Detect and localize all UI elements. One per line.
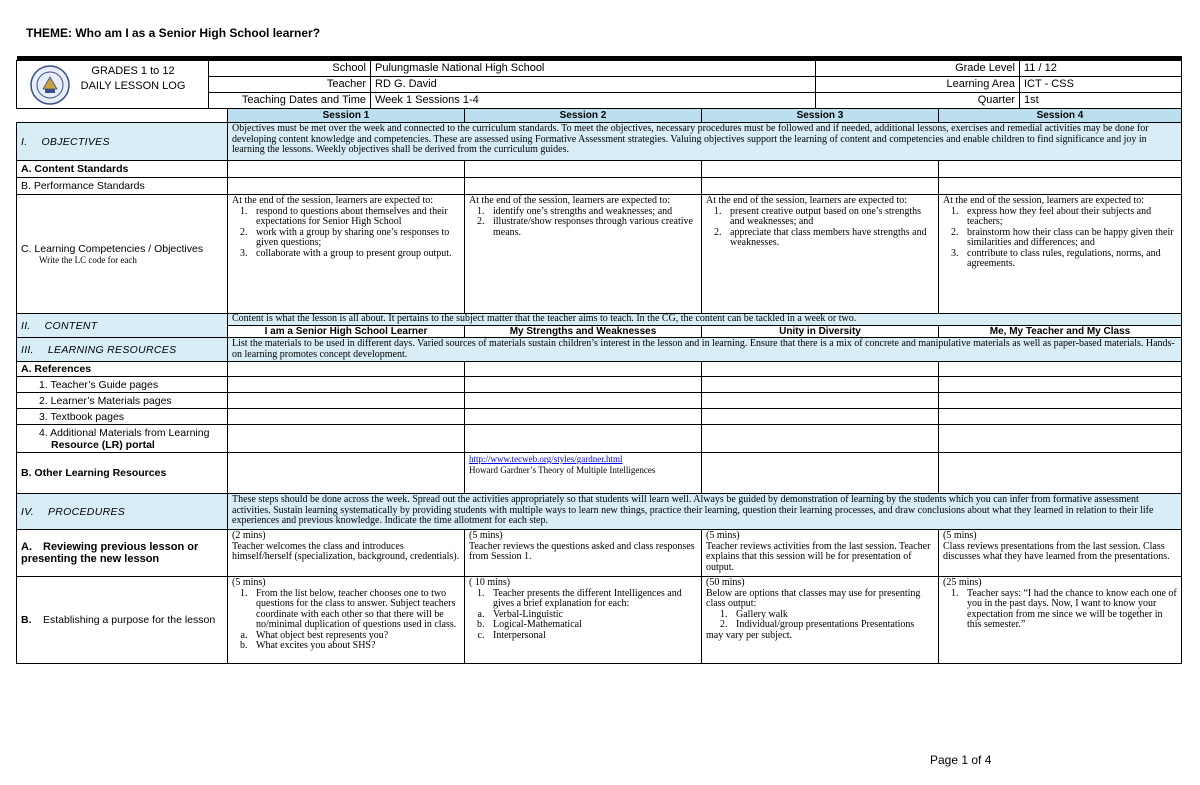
section-title: LEARNING RESOURCES bbox=[47, 343, 177, 356]
procedure-b-session-4 bbox=[939, 577, 1182, 664]
other-resources-session-2 bbox=[465, 453, 702, 494]
competencies-subtitle: Write the LC code for each bbox=[39, 255, 137, 265]
grade-level-value: 11 / 12 bbox=[1020, 60, 1182, 76]
cell bbox=[702, 362, 939, 377]
section-content bbox=[17, 314, 228, 338]
list-item: 2. work with a group by sharing one’s responses to given questions; bbox=[250, 228, 460, 249]
intro-text: At the end of the session, learners are expected to: bbox=[706, 195, 908, 206]
dates-label: Teaching Dates and Time bbox=[209, 92, 371, 108]
objectives-note: Objectives must be met over the week and connected to the curriculum standards. To meet the objectives, necessary procedures must be followed and if needed, additional lessons, exercises and remedial activities may be done for developing content knowledge and competencies. These are assessed using Formative Assessment strategies. Valuing objectives support the learning of content and competencies and enable children to find significance and joy in learning the lessons. Weekly objectives shall be derived from the curriculum guides. bbox=[228, 123, 1182, 161]
time-label: (5 mins) bbox=[469, 530, 503, 541]
section-procedures bbox=[17, 494, 228, 530]
cell bbox=[939, 362, 1182, 377]
procedures-note: These steps should be done across the week. Spread out the activities appropriately so that students will learn well. Always be guided by demonstration of learning by the students which you can infer from formative assessment activities. Sustain learning systematically by providing students with multiple ways to learn new things, practice their learning, question their learning processes, and draw conclusions about what they learned in relation to their life experiences and previous knowledge. Indicate the time allotment for each step. bbox=[228, 494, 1182, 530]
session-header: Session 3 bbox=[702, 109, 939, 123]
grade-level-label: Grade Level bbox=[816, 60, 1020, 76]
list-item: 1. Teacher says: “I had the chance to know each one of you in the past days. Now, I want to know your expectation from me since we will be together in this semester.” bbox=[961, 589, 1177, 631]
procedure-text: Below are options that classes may use for presenting class output: bbox=[706, 587, 921, 609]
procedure-b-num: B. bbox=[21, 614, 32, 626]
quarter-label: Quarter bbox=[816, 92, 1020, 108]
competencies-session-3 bbox=[702, 195, 939, 314]
list-item: 1. present creative output based on one’s strengths and weaknesses; and bbox=[724, 207, 934, 228]
section-objectives bbox=[17, 123, 228, 161]
section-title: OBJECTIVES bbox=[41, 135, 110, 148]
school-label: School bbox=[209, 60, 371, 76]
procedure-b-session-2 bbox=[465, 577, 702, 664]
cell bbox=[702, 409, 939, 425]
content-standards-label: A. Content Standards bbox=[17, 161, 228, 178]
gardner-text: Howard Gardner’s Theory of Multiple Intelligences bbox=[469, 464, 656, 475]
teachers-guide-label: 1. Teacher’s Guide pages bbox=[17, 377, 228, 393]
additional-line-1: 4. Additional Materials from Learning bbox=[39, 426, 210, 439]
list-item: b. What excites you about SHS? bbox=[250, 641, 460, 652]
time-label: (5 mins) bbox=[706, 530, 740, 541]
cell bbox=[939, 393, 1182, 409]
teacher-label: Teacher bbox=[209, 76, 371, 92]
learning-area-value: ICT - CSS bbox=[1020, 76, 1182, 92]
learning-area-label: Learning Area bbox=[816, 76, 1020, 92]
time-label: (25 mins) bbox=[943, 577, 982, 588]
additional-line-2: Resource (LR) portal bbox=[51, 438, 155, 451]
procedure-a-session-1 bbox=[228, 530, 465, 577]
list-item: 1. From the list below, teacher chooses one to two questions for the class to answer. Subject teachers coordinate with each other so that there will be no/minimal duplication of questions used in class. bbox=[250, 589, 460, 631]
cell bbox=[702, 425, 939, 453]
section-number: I. bbox=[21, 135, 28, 148]
cell bbox=[465, 178, 702, 195]
list-item: 2. appreciate that class members have strengths and weaknesses. bbox=[724, 228, 934, 249]
other-resources-label: B. Other Learning Resources bbox=[17, 453, 228, 494]
list-item: 1. Gallery walk bbox=[730, 610, 934, 621]
cell bbox=[228, 453, 465, 494]
time-label: (2 mins) bbox=[232, 530, 266, 541]
procedure-b-label bbox=[17, 577, 228, 664]
school-value: Pulungmasle National High School bbox=[371, 60, 816, 76]
cell bbox=[465, 161, 702, 178]
cell bbox=[465, 409, 702, 425]
section-number: III. bbox=[21, 343, 34, 356]
procedure-a-label bbox=[17, 530, 228, 577]
cell bbox=[939, 409, 1182, 425]
cell bbox=[465, 393, 702, 409]
list-item: 1. identify one’s strengths and weaknesses; and bbox=[487, 207, 697, 218]
cell bbox=[939, 178, 1182, 195]
procedure-a-title: Reviewing previous lesson or presenting the new lesson bbox=[21, 541, 199, 565]
list-item: a. What object best represents you? bbox=[250, 631, 460, 642]
intro-text: At the end of the session, learners are expected to: bbox=[943, 195, 1145, 206]
procedure-b-session-1 bbox=[228, 577, 465, 664]
cell bbox=[939, 425, 1182, 453]
cell bbox=[465, 377, 702, 393]
topic-session-1: I am a Senior High School Learner bbox=[228, 326, 465, 338]
time-label: (50 mins) bbox=[706, 577, 745, 588]
references-label: A. References bbox=[17, 362, 228, 377]
time-label: (5 mins) bbox=[943, 530, 977, 541]
list-item: b. Logical-Mathematical bbox=[487, 620, 697, 631]
intro-text: At the end of the session, learners are expected to: bbox=[469, 195, 671, 206]
procedure-b-title: Establishing a purpose for the lesson bbox=[43, 614, 216, 626]
cell bbox=[702, 377, 939, 393]
competencies-session-4 bbox=[939, 195, 1182, 314]
cell bbox=[702, 393, 939, 409]
section-number: IV. bbox=[21, 505, 34, 518]
cell bbox=[228, 362, 465, 377]
procedure-text: Teacher reviews the questions asked and class responses from Session 1. bbox=[469, 540, 695, 562]
theme-heading: THEME: Who am I as a Senior High School learner? bbox=[26, 26, 321, 40]
procedure-text: may vary per subject. bbox=[706, 629, 793, 641]
competencies-session-2 bbox=[465, 195, 702, 314]
procedure-text: Teacher reviews activities from the last session. Teacher explains that this session will be for presentation of output. bbox=[706, 540, 931, 573]
cell bbox=[702, 178, 939, 195]
resources-note: List the materials to be used in different days. Varied sources of materials sustain children’s interest in the lesson and in learning. Ensure that there is a mix of concrete and manipulative materials as well as paper-based materials. Hands-on learning promotes concept development. bbox=[228, 338, 1182, 362]
corner-cell bbox=[17, 109, 228, 123]
list-item: c. Interpersonal bbox=[487, 631, 697, 642]
page-number: Page 1 of 4 bbox=[930, 753, 992, 767]
quarter-value: 1st bbox=[1020, 92, 1182, 108]
content-note: Content is what the lesson is all about. It pertains to the subject matter that the teacher aims to teach. In the CG, the content can be tackled in a week or two. bbox=[228, 314, 1182, 326]
cell bbox=[228, 393, 465, 409]
list-item: 2. illustrate/show responses through various creative means. bbox=[487, 217, 697, 238]
teacher-value: RD G. David bbox=[371, 76, 816, 92]
cell bbox=[465, 362, 702, 377]
procedure-text: Teacher welcomes the class and introduces himself/herself (specialization, background, credentials). bbox=[232, 540, 460, 562]
procedure-a-session-4 bbox=[939, 530, 1182, 577]
header-table bbox=[16, 56, 1182, 109]
cell bbox=[228, 425, 465, 453]
list-item: 1. express how they feel about their subjects and teachers; bbox=[961, 207, 1177, 228]
grades-label: GRADES 1 to 12 bbox=[91, 65, 175, 77]
list-item: 3. collaborate with a group to present group output. bbox=[250, 249, 460, 260]
cell bbox=[939, 453, 1182, 494]
competencies-label bbox=[17, 195, 228, 314]
lesson-log-table bbox=[16, 108, 1182, 664]
procedure-a-session-2 bbox=[465, 530, 702, 577]
cell bbox=[228, 377, 465, 393]
gardner-link[interactable]: http://www.tecweb.org/styles/gardner.html bbox=[469, 454, 623, 464]
cell bbox=[465, 425, 702, 453]
cell bbox=[702, 453, 939, 494]
cell bbox=[228, 178, 465, 195]
section-number: II. bbox=[21, 319, 31, 332]
section-title: CONTENT bbox=[44, 319, 98, 332]
cell bbox=[939, 161, 1182, 178]
additional-materials-label bbox=[17, 425, 228, 453]
list-item: 2. brainstorm how their class can be happy given their similarities and differences; and bbox=[961, 228, 1177, 249]
competencies-title: C. Learning Competencies / Objectives bbox=[21, 243, 204, 255]
topic-session-2: My Strengths and Weaknesses bbox=[465, 326, 702, 338]
list-item: 1. respond to questions about themselves and their expectations for Senior High School bbox=[250, 207, 460, 228]
section-learning-resources bbox=[17, 338, 228, 362]
list-item: 1. Teacher presents the different Intelligences and gives a brief explanation for each: bbox=[487, 589, 697, 610]
logo-cell bbox=[17, 60, 209, 108]
competencies-session-1 bbox=[228, 195, 465, 314]
performance-standards-label: B. Performance Standards bbox=[17, 178, 228, 195]
procedure-a-num: A. bbox=[21, 541, 32, 553]
intro-text: At the end of the session, learners are expected to: bbox=[232, 195, 434, 206]
cell bbox=[702, 161, 939, 178]
section-title: PROCEDURES bbox=[47, 505, 126, 518]
list-item: a. Verbal-Linguistic bbox=[487, 610, 697, 621]
topic-session-4: Me, My Teacher and My Class bbox=[939, 326, 1182, 338]
dates-value: Week 1 Sessions 1-4 bbox=[371, 92, 816, 108]
procedure-b-session-3 bbox=[702, 577, 939, 664]
session-header: Session 4 bbox=[939, 109, 1182, 123]
procedure-text: Class reviews presentations from the last session. Class discusses what they have learned from the presentations. bbox=[943, 540, 1170, 562]
cell bbox=[228, 409, 465, 425]
procedure-a-session-3 bbox=[702, 530, 939, 577]
topic-session-3: Unity in Diversity bbox=[702, 326, 939, 338]
cell bbox=[228, 161, 465, 178]
log-title: DAILY LESSON LOG bbox=[80, 80, 186, 92]
list-item: 2. Individual/group presentations Presentations bbox=[730, 620, 934, 631]
learners-materials-label: 2. Learner’s Materials pages bbox=[17, 393, 228, 409]
session-header: Session 1 bbox=[228, 109, 465, 123]
time-label: ( 10 mins) bbox=[469, 577, 511, 588]
time-label: (5 mins) bbox=[232, 577, 266, 588]
cell bbox=[939, 377, 1182, 393]
session-header: Session 2 bbox=[465, 109, 702, 123]
list-item: 3. contribute to class rules, regulations, norms, and agreements. bbox=[961, 249, 1177, 270]
textbook-label: 3. Textbook pages bbox=[17, 409, 228, 425]
